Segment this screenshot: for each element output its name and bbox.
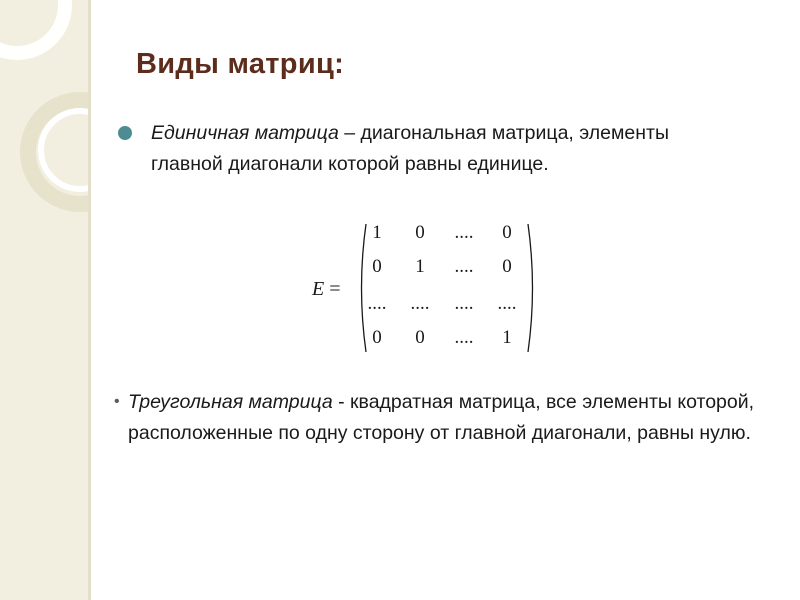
identity-matrix-definition: [151, 118, 691, 180]
triangular-matrix-term: Треугольная матрица: [128, 391, 333, 413]
matrix-cell: ....: [497, 293, 517, 314]
equals-sign: =: [329, 278, 341, 300]
triangular-matrix-definition: [128, 387, 788, 449]
matrix-cell: 0: [415, 222, 425, 243]
matrix-cell: 0: [372, 256, 382, 277]
decorative-ring: [0, 0, 72, 60]
matrix-cell: ....: [367, 293, 387, 314]
identity-matrix-formula: [312, 216, 542, 358]
matrix-label: [312, 278, 341, 301]
matrix-cell: ....: [454, 256, 474, 277]
matrix-cell: ....: [454, 222, 474, 243]
bullet-dot-icon: •: [114, 393, 120, 410]
identity-matrix-term: Единичная матрица: [151, 122, 339, 144]
identity-matrix-text: – диагональная матрица, элементы главной диагонали которой равны единице.: [151, 122, 669, 175]
matrix-cell: 1: [502, 327, 512, 348]
matrix-cell: 0: [415, 327, 425, 348]
matrix-cell: 1: [372, 222, 382, 243]
right-parenthesis: [526, 222, 538, 354]
decorative-side-band: [0, 0, 88, 600]
matrix-symbol: E: [312, 278, 325, 300]
matrix-cell: 0: [502, 256, 512, 277]
side-band-edge: [88, 0, 91, 600]
matrix-cell: 0: [372, 327, 382, 348]
matrix-cell: ....: [410, 293, 430, 314]
slide-title: Виды матриц:: [136, 48, 345, 80]
bullet-circle-icon: [118, 126, 132, 140]
matrix-cell: ....: [454, 293, 474, 314]
matrix-cell: 0: [502, 222, 512, 243]
triangular-matrix-text: - квадратная матрица, все элементы которой, расположенные по одну сторону от главной диагонали, равны нулю.: [128, 391, 755, 444]
matrix-cell: ....: [454, 327, 474, 348]
matrix-cell: 1: [415, 256, 425, 277]
